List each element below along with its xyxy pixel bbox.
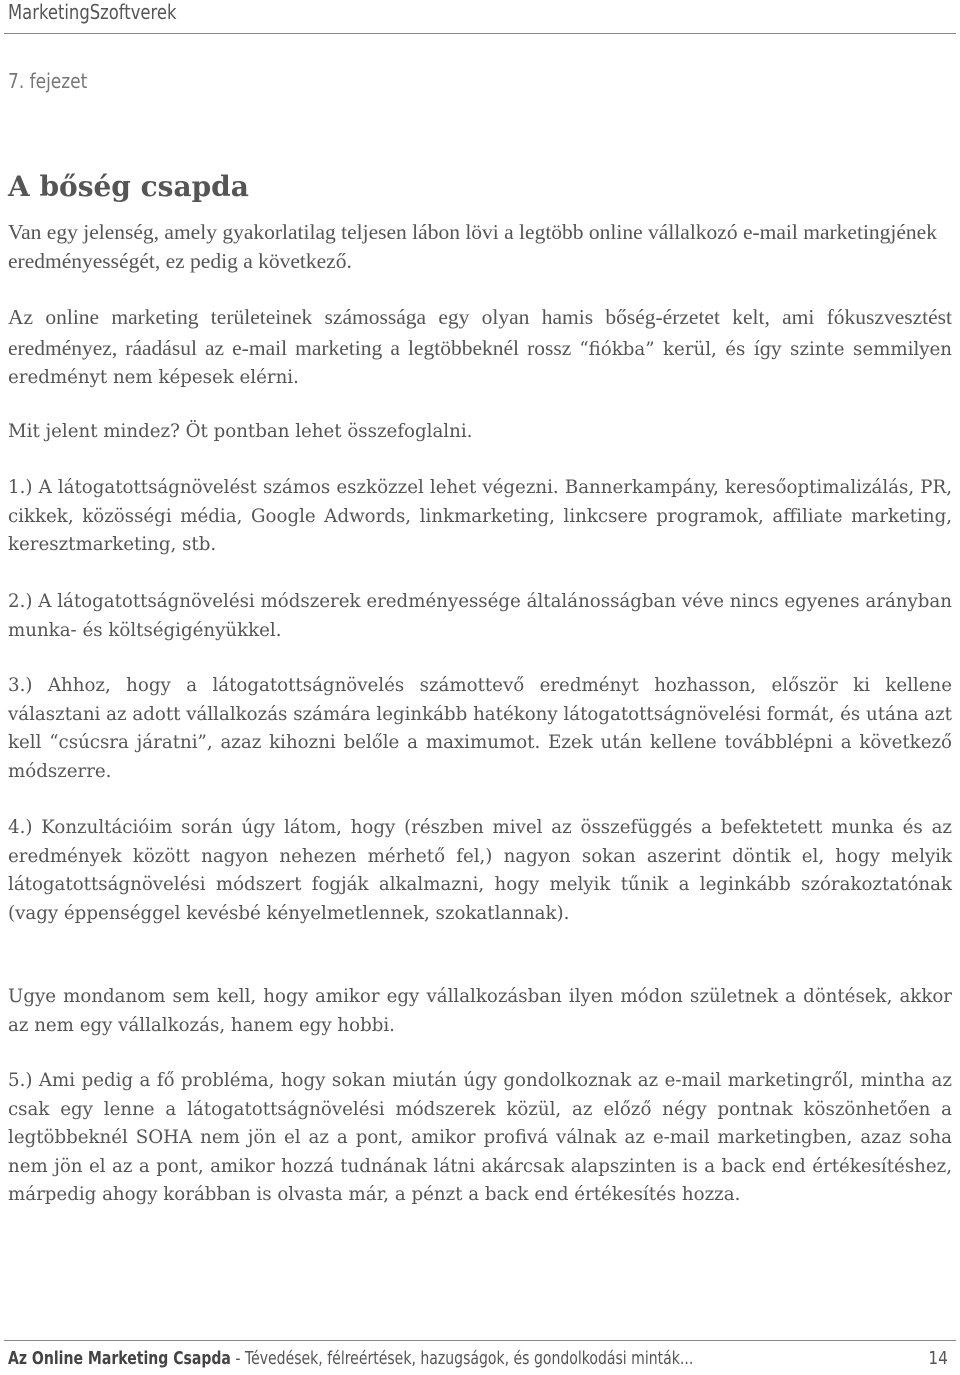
footer-subtitle: - Tévedések, félreértések, hazugságok, és gondolkodási minták... <box>230 1348 694 1369</box>
paragraph-point-5: 5.) Ami pedig a fő probléma, hogy sokan miután úgy gondolkoznak az e-mail marketingről, mintha az csak egy lenne a látogatottságnövelési módszerek közül, az előző négy pontnak köszönhetően a legtöbbeknél SOHA nem jön el az a pont, amikor profivá válnak az e-mail marketingben, azaz soha nem jön el az a pont, amikor hozzá tudnának látni akárcsak alapszinten is a back end értékesítéshez, márpedig ahogy korábban is olvasta már, a pénzt a back end értékesítés hozza. <box>8 1070 952 1206</box>
chapter-label: 7. fejezet <box>8 69 88 93</box>
header-divider <box>4 33 956 34</box>
footer-divider <box>4 1340 956 1341</box>
paragraph-summary-intro: Mit jelent mindez? Öt pontban lehet összefoglalni. <box>8 421 473 442</box>
paragraph-point-4: 4.) Konzultációim során úgy látom, hogy (részben mivel az összefüggés a befektetett munka és az eredmények között nagyon nehezen mérhető fel,) nagyon sokan aszerint döntik el, hogy melyik látogatottságnövelési módszert fogják alkalmazni, hogy melyik tűnik a leginkább szórakoztatónak (vagy éppenséggel kevésbé kényelmetlennek, szokatlannak). <box>8 817 952 924</box>
intro-paragraph: Van egy jelenség, amely gyakorlatilag teljesen lábon lövi a legtöbb online vállalkozó e-mail marketingjének eredményességét, ez pedig a következő. <box>8 220 937 273</box>
page-number: 14 <box>928 1348 948 1369</box>
page-footer <box>8 1348 952 1374</box>
paragraph-hobby: Ugye mondanom sem kell, hogy amikor egy vállalkozásban ilyen módon születnek a döntések, akkor az nem egy vállalkozás, hanem egy hobbi. <box>8 986 952 1036</box>
footer-text <box>8 1348 693 1369</box>
paragraph-abundance-part1: Az online marketing területeinek számossága egy olyan hamis bőség-érzetet kelt, ami fókuszvesztést eredményez, ráadásul az e-mail marketing a legtöbbeknél rossz <box>8 305 952 360</box>
section-heading: A bőség csapda <box>8 170 249 203</box>
paragraph-abundance <box>8 303 952 393</box>
running-header-title: MarketingSzoftverek <box>8 0 177 24</box>
paragraph-abundance-part2: “fiókba” kerül, és így szinte semmilyen eredményt nem képesek elérni. <box>8 338 953 389</box>
paragraph-point-2: 2.) A látogatottságnövelési módszerek eredményessége általánosságban véve nincs egyenes arányban munka- és költségigényükkel. <box>8 591 952 641</box>
paragraph-point-1: 1.) A látogatottságnövelést számos eszközzel lehet végezni. Bannerkampány, keresőoptimalizálás, PR, cikkek, közösségi média, Google Adwords, linkmarketing, linkcsere programok, affiliate marketing, keresztmarketing, stb. <box>8 477 952 556</box>
paragraph-point-3: 3.) Ahhoz, hogy a látogatottságnövelés számottevő eredményt hozhasson, először ki kellene választani az adott vállalkozás számára leginkább hatékony látogatottságnövelési formát, és utána azt kell “csúcsra járatni”, azaz kihozni belőle a maximumot. Ezek után kellene továbblépni a következő módszerre. <box>8 675 952 782</box>
footer-book-title: Az Online Marketing Csapda <box>8 1348 231 1369</box>
